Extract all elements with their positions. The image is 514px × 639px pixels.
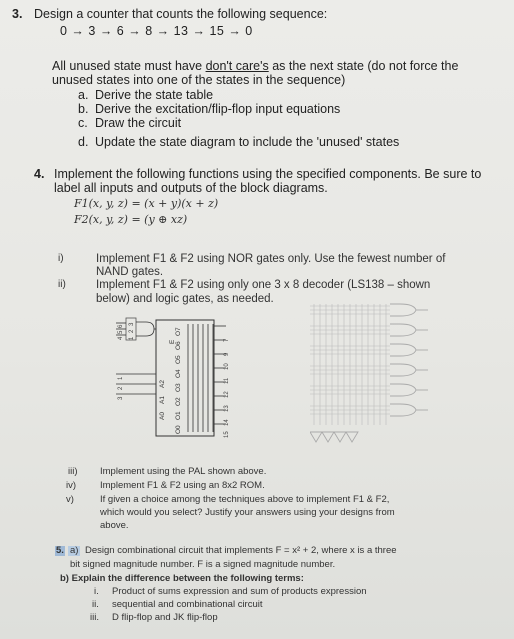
q3-note-line1 — [52, 60, 458, 73]
q3-item-text: Update the state diagram to include the 'unused' states — [95, 135, 400, 149]
q4-part-iv-text: Implement F1 & F2 using an 8x2 ROM. — [100, 480, 265, 491]
q3-item-marker: b. — [78, 102, 89, 116]
q4-f2-equation: F2(x, y, z) = (y ⊕ xz) — [74, 213, 188, 226]
decoder-output-pin: 11 — [224, 377, 230, 384]
decoder-enable-label: E — [169, 339, 176, 344]
decoder-output-pin: 7 — [224, 338, 230, 342]
q4-part-marker: v) — [66, 494, 74, 505]
q3-item-text: Draw the circuit — [95, 116, 182, 130]
q3-item-marker: a. — [78, 88, 89, 102]
decoder-enable-bubble-label: 2 — [129, 329, 135, 333]
q5-item-marker: ii. — [92, 599, 99, 610]
decoder-input-label: A2 — [159, 380, 166, 388]
q4-part-iii-text: Implement using the PAL shown above. — [100, 466, 267, 477]
decoder-output-pin: 13 — [224, 405, 230, 412]
decoder-output-pin: 15 — [224, 431, 230, 438]
q4-intro-line2: label all inputs and outputs of the block diagrams. — [54, 181, 328, 195]
decoder-output-label: O5 — [175, 355, 182, 364]
q3-note-line1-pre: All unused state must have — [52, 59, 206, 73]
q5-part-a-line1: Design combinational circuit that implements F = x² + 2, where x is a three — [85, 545, 397, 556]
pal-or-gate — [390, 384, 416, 396]
q4-part-i-line2: NAND gates. — [96, 266, 164, 278]
pal-or-gate — [390, 364, 416, 376]
q4-part-marker: iii) — [68, 466, 78, 477]
decoder-ls138-figure — [100, 316, 260, 441]
q5-part-b: b) Explain the difference between the following terms: — [60, 573, 304, 584]
pal-input-buffer — [346, 432, 358, 442]
decoder-output-label: O1 — [175, 411, 182, 420]
q5-item-marker: iii. — [90, 612, 99, 623]
decoder-input-label: A1 — [159, 396, 166, 404]
q3-item-text: Derive the state table — [95, 88, 214, 102]
decoder-input-label: A0 — [159, 412, 166, 420]
decoder-output-label: O2 — [175, 397, 182, 406]
q3-note-line1-post: as the next state (do not force the — [268, 59, 459, 73]
decoder-output-pin: 14 — [224, 419, 230, 426]
decoder-enable-gate — [136, 322, 154, 336]
q5-item-text: Product of sums expression and sum of products expression — [112, 586, 367, 597]
decoder-enable-bubble-label: 1 — [129, 336, 135, 340]
decoder-output-pin: 12 — [224, 391, 230, 398]
decoder-input-pin: 1 — [118, 376, 124, 380]
q3-item-marker: c. — [78, 116, 88, 130]
pal-input-buffer — [322, 432, 334, 442]
q3-item-text: Derive the excitation/flip-flop input equations — [95, 102, 341, 116]
q4-part-ii-line1: Implement F1 & F2 using only one 3 x 8 decoder (LS138 – shown — [96, 279, 431, 291]
q5-item-marker: i. — [94, 586, 99, 597]
decoder-enable-pin: 4 — [118, 336, 124, 340]
q4-part-v-line2: which would you select? Justify your answers using your designs from — [100, 507, 395, 518]
q4-part-ii-line2: below) and logic gates, as needed. — [96, 293, 274, 305]
decoder-output-label: O4 — [175, 369, 182, 378]
q5-item-text: D flip-flop and JK flip-flop — [112, 612, 218, 623]
q4-part-marker: i) — [58, 253, 64, 264]
q4-f1-equation: F1(x, y, z) = (x + y)(x + z) — [74, 197, 219, 210]
decoder-output-label: O7 — [175, 327, 182, 336]
pal-or-gate — [390, 324, 416, 336]
q4-part-v-line3: above. — [100, 520, 129, 531]
pal-or-gate — [390, 404, 416, 416]
decoder-output-label: O3 — [175, 383, 182, 392]
decoder-input-pin: 2 — [118, 386, 124, 390]
decoder-enable-pin: 6 — [118, 324, 124, 328]
pal-input-buffer — [334, 432, 346, 442]
q5-part-a-line2: bit signed magnitude number. F is a signed magnitude number. — [70, 559, 336, 570]
q4-intro-line1: Implement the following functions using the specified components. Be sure to — [54, 167, 482, 181]
decoder-enable-pin: 5 — [118, 330, 124, 334]
pal-or-gate — [390, 344, 416, 356]
q4-number: 4. — [34, 167, 45, 181]
pal-grid-figure — [310, 300, 485, 450]
q5-part-a-marker: a) — [70, 545, 79, 556]
q5-item-text: sequential and combinational circuit — [112, 599, 263, 610]
q5-number: 5. — [56, 545, 64, 556]
q3-note-line2: unused states into one of the states in the sequence) — [52, 73, 346, 87]
decoder-input-pin: 3 — [118, 396, 124, 400]
q4-part-v-line1: If given a choice among the techniques above to implement F1 & F2, — [100, 494, 390, 505]
q4-part-marker: ii) — [58, 279, 66, 290]
pal-or-gate — [390, 304, 416, 316]
q3-item-marker: d. — [78, 135, 89, 149]
q4-part-marker: iv) — [66, 480, 77, 491]
q4-part-i-line1: Implement F1 & F2 using NOR gates only. Use the fewest number of — [96, 253, 446, 265]
decoder-enable-bubble-label: 3 — [129, 322, 135, 326]
decoder-output-label: O0 — [175, 425, 182, 434]
pal-input-buffer — [310, 432, 322, 442]
q3-note-dont-cares: don't care's — [205, 59, 269, 73]
q3-intro: Design a counter that counts the following sequence: — [34, 7, 328, 21]
q3-sequence: 0 → 3 → 6 → 8 → 13 → 15 → 0 — [60, 24, 253, 38]
q3-number: 3. — [12, 7, 23, 21]
decoder-output-label: O6 — [175, 341, 182, 350]
decoder-output-pin: 9 — [224, 352, 230, 356]
decoder-output-pin: 10 — [224, 363, 230, 370]
